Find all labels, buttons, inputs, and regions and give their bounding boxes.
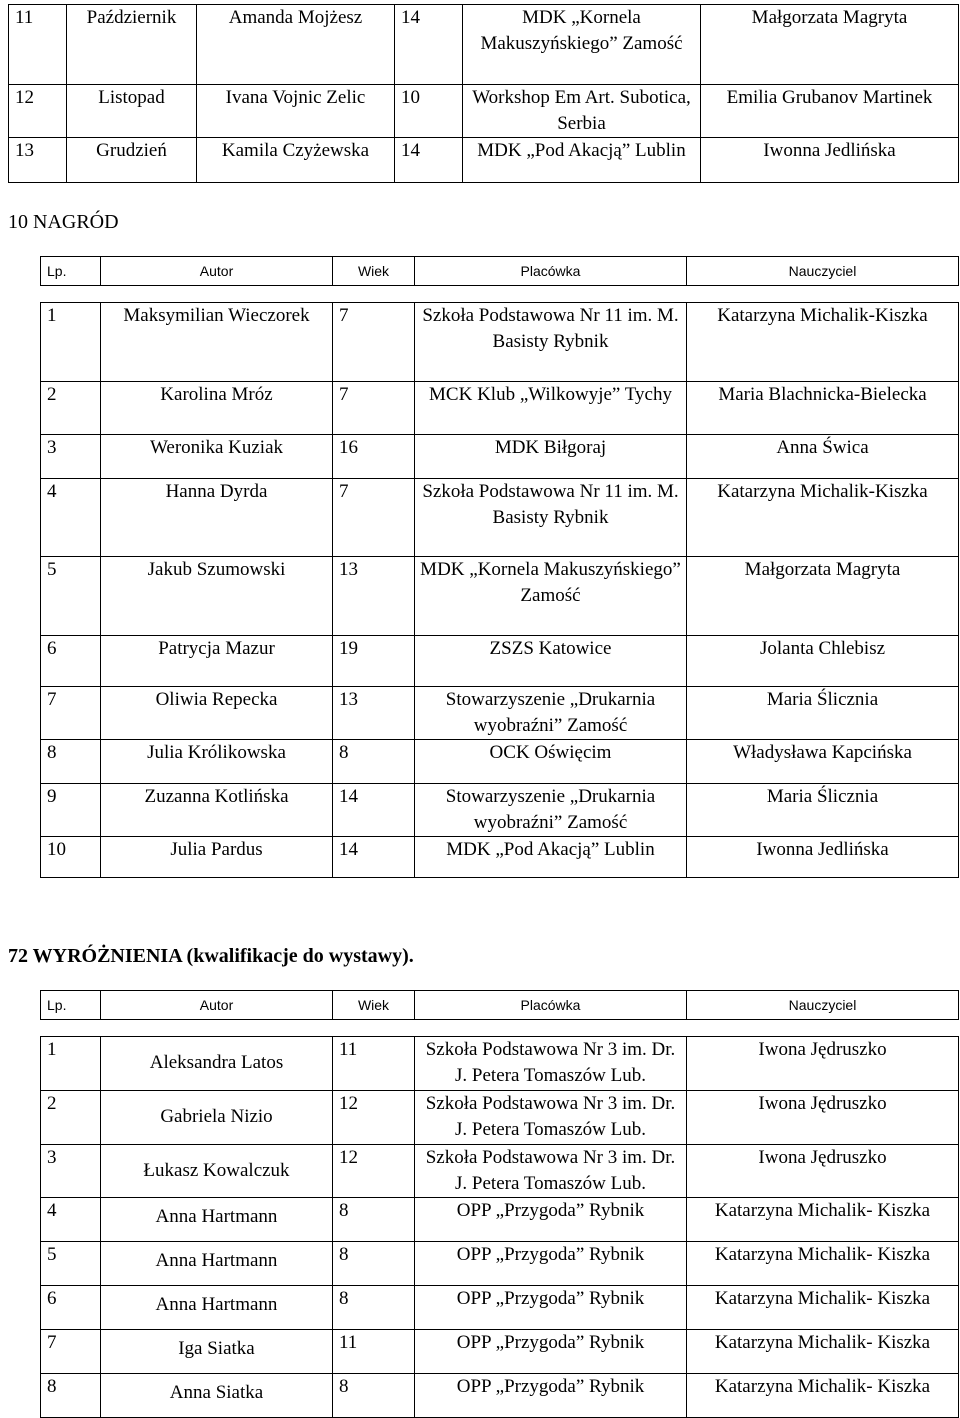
cell-institution: OPP „Przygoda” Rybnik [415, 1374, 687, 1418]
cell-age: 7 [333, 479, 415, 557]
cell-num: 12 [9, 85, 67, 138]
cell-institution: ZSZS Katowice [415, 636, 687, 687]
cell-teacher: Iwonna Jedlińska [687, 837, 959, 878]
cell-institution: MDK „Kornela Makuszyńskiego” Zamość [463, 5, 701, 85]
awards-body [40, 302, 959, 878]
cell-teacher: Katarzyna Michalik-Kiszka [687, 303, 959, 382]
cell-num: 5 [41, 557, 101, 636]
cell-author: Oliwia Repecka [101, 687, 333, 740]
author-name: Iga Siatka [178, 1338, 255, 1359]
table-row [41, 435, 959, 479]
table-row [41, 1286, 959, 1330]
cell-author: Ivana Vojnic Zelic [197, 85, 395, 138]
cell-institution: OPP „Przygoda” Rybnik [415, 1330, 687, 1374]
author-name: Anna Hartmann [155, 1206, 278, 1227]
cell-author: Julia Pardus [101, 837, 333, 878]
cell-num: 1 [41, 1037, 101, 1091]
cell-teacher: Katarzyna Michalik- Kiszka [687, 1198, 959, 1242]
cell-institution: MCK Klub „Wilkowyje” Tychy [415, 382, 687, 435]
cell-author: Julia Królikowska [101, 740, 333, 784]
cell-num: 2 [41, 382, 101, 435]
cell-age: 14 [333, 837, 415, 878]
cell-author: Jakub Szumowski [101, 557, 333, 636]
cell-age: 14 [333, 784, 415, 837]
cell-institution: MDK „Pod Akacją” Lublin [415, 837, 687, 878]
cell-institution: Stowarzyszenie „Drukarnia wyobraźni” Zamość [415, 784, 687, 837]
author-name: Gabriela Nizio [160, 1106, 273, 1127]
table-row [9, 5, 959, 85]
cell-num: 8 [41, 1374, 101, 1418]
header-row [41, 991, 959, 1020]
col-header-age: Wiek [333, 991, 415, 1020]
cell-age: 12 [333, 1091, 415, 1145]
cell-author: Patrycja Mazur [101, 636, 333, 687]
cell-age: 14 [395, 5, 463, 85]
table-row [41, 837, 959, 878]
cell-age: 12 [333, 1145, 415, 1198]
table-row [9, 138, 959, 183]
cell-author [101, 1330, 333, 1374]
distinctions-table [40, 990, 959, 1020]
cell-institution: Workshop Em Art. Subotica, Serbia [463, 85, 701, 138]
table-row [41, 1330, 959, 1374]
cell-teacher: Anna Świca [687, 435, 959, 479]
cell-teacher: Emilia Grubanov Martinek [701, 85, 959, 138]
cell-age: 16 [333, 435, 415, 479]
table-row [41, 1198, 959, 1242]
cell-teacher: Katarzyna Michalik- Kiszka [687, 1374, 959, 1418]
cell-teacher: Maria Ślicznia [687, 687, 959, 740]
table-row [41, 1037, 959, 1091]
cell-age: 11 [333, 1037, 415, 1091]
cell-teacher: Katarzyna Michalik- Kiszka [687, 1242, 959, 1286]
cell-num: 4 [41, 1198, 101, 1242]
cell-num: 6 [41, 636, 101, 687]
cell-teacher: Katarzyna Michalik-Kiszka [687, 479, 959, 557]
table-row [41, 1374, 959, 1418]
cell-teacher: Iwona Jędruszko [687, 1145, 959, 1198]
cell-institution: OPP „Przygoda” Rybnik [415, 1198, 687, 1242]
cell-month: Grudzień [67, 138, 197, 183]
awards-table [40, 256, 959, 286]
cell-age: 8 [333, 740, 415, 784]
table-row [41, 303, 959, 382]
table-row [41, 1091, 959, 1145]
awards-body-section [40, 302, 959, 878]
cell-institution: Stowarzyszenie „Drukarnia wyobraźni” Zamość [415, 687, 687, 740]
cell-age: 7 [333, 303, 415, 382]
cell-num: 7 [41, 1330, 101, 1374]
cell-author: Kamila Czyżewska [197, 138, 395, 183]
col-header-teacher: Nauczyciel [687, 991, 959, 1020]
col-header-institution: Placówka [415, 257, 687, 286]
table-row [41, 740, 959, 784]
cell-author: Weronika Kuziak [101, 435, 333, 479]
cell-institution: Szkoła Podstawowa Nr 3 im. Dr. J. Petera Tomaszów Lub. [415, 1145, 687, 1198]
col-header-lp: Lp. [41, 257, 101, 286]
cell-teacher: Katarzyna Michalik- Kiszka [687, 1330, 959, 1374]
col-header-teacher: Nauczyciel [687, 257, 959, 286]
cell-age: 8 [333, 1374, 415, 1418]
cell-num: 7 [41, 687, 101, 740]
cell-institution: OCK Oświęcim [415, 740, 687, 784]
cell-teacher: Maria Blachnicka-Bielecka [687, 382, 959, 435]
author-name: Anna Siatka [169, 1382, 264, 1403]
col-header-age: Wiek [333, 257, 415, 286]
col-header-lp: Lp. [41, 991, 101, 1020]
cell-author: Karolina Mróz [101, 382, 333, 435]
cell-author [101, 1242, 333, 1286]
cell-institution: OPP „Przygoda” Rybnik [415, 1242, 687, 1286]
cell-num: 13 [9, 138, 67, 183]
cell-author: Amanda Mojżesz [197, 5, 395, 85]
cell-author [101, 1091, 333, 1145]
cell-age: 11 [333, 1330, 415, 1374]
cell-author [101, 1374, 333, 1418]
cell-age: 13 [333, 557, 415, 636]
cell-teacher: Małgorzata Magryta [687, 557, 959, 636]
cell-num: 10 [41, 837, 101, 878]
distinctions-body [40, 1036, 959, 1418]
col-header-institution: Placówka [415, 991, 687, 1020]
author-name: Anna Hartmann [155, 1250, 278, 1271]
top-table [8, 4, 959, 183]
cell-num: 9 [41, 784, 101, 837]
cell-author [101, 1286, 333, 1330]
cell-author: Maksymilian Wieczorek [101, 303, 333, 382]
table-row [41, 687, 959, 740]
col-header-author: Autor [101, 991, 333, 1020]
cell-age: 7 [333, 382, 415, 435]
cell-age: 8 [333, 1242, 415, 1286]
cell-institution: Szkoła Podstawowa Nr 11 im. M. Basisty Rybnik [415, 479, 687, 557]
cell-num: 5 [41, 1242, 101, 1286]
cell-num: 11 [9, 5, 67, 85]
cell-num: 3 [41, 1145, 101, 1198]
author-name: Łukasz Kowalczuk [143, 1160, 290, 1181]
cell-num: 6 [41, 1286, 101, 1330]
cell-num: 2 [41, 1091, 101, 1145]
cell-age: 14 [395, 138, 463, 183]
author-name: Aleksandra Latos [149, 1052, 284, 1073]
distinctions-heading: 72 WYRÓŻNIENIA (kwalifikacje do wystawy). [8, 945, 414, 967]
header-row [41, 257, 959, 286]
cell-teacher: Jolanta Chlebisz [687, 636, 959, 687]
cell-teacher: Katarzyna Michalik- Kiszka [687, 1286, 959, 1330]
cell-institution: Szkoła Podstawowa Nr 3 im. Dr. J. Petera Tomaszów Lub. [415, 1091, 687, 1145]
cell-institution: OPP „Przygoda” Rybnik [415, 1286, 687, 1330]
cell-author [101, 1145, 333, 1198]
cell-institution: Szkoła Podstawowa Nr 3 im. Dr. J. Petera Tomaszów Lub. [415, 1037, 687, 1091]
cell-institution: MDK „Pod Akacją” Lublin [463, 138, 701, 183]
top-table-section [8, 4, 959, 183]
cell-teacher: Iwonna Jedlińska [701, 138, 959, 183]
cell-num: 3 [41, 435, 101, 479]
cell-month: Październik [67, 5, 197, 85]
cell-num: 4 [41, 479, 101, 557]
distinctions-table-section [40, 990, 959, 1020]
table-row [41, 1242, 959, 1286]
cell-institution: MDK „Kornela Makuszyńskiego” Zamość [415, 557, 687, 636]
cell-teacher: Iwona Jędruszko [687, 1037, 959, 1091]
col-header-author: Autor [101, 257, 333, 286]
table-row [41, 479, 959, 557]
table-row [41, 1145, 959, 1198]
table-row [9, 85, 959, 138]
cell-teacher: Władysława Kapcińska [687, 740, 959, 784]
cell-teacher: Iwona Jędruszko [687, 1091, 959, 1145]
awards-heading: 10 NAGRÓD [8, 211, 119, 233]
distinctions-body-section [40, 1036, 959, 1418]
cell-num: 1 [41, 303, 101, 382]
cell-author: Zuzanna Kotlińska [101, 784, 333, 837]
cell-author: Hanna Dyrda [101, 479, 333, 557]
awards-table-section [40, 256, 959, 286]
cell-age: 19 [333, 636, 415, 687]
cell-age: 10 [395, 85, 463, 138]
cell-author [101, 1198, 333, 1242]
cell-age: 13 [333, 687, 415, 740]
table-row [41, 784, 959, 837]
cell-author [101, 1037, 333, 1091]
cell-month: Listopad [67, 85, 197, 138]
cell-institution: MDK Biłgoraj [415, 435, 687, 479]
cell-teacher: Maria Ślicznia [687, 784, 959, 837]
cell-teacher: Małgorzata Magryta [701, 5, 959, 85]
cell-age: 8 [333, 1198, 415, 1242]
table-row [41, 636, 959, 687]
table-row [41, 382, 959, 435]
cell-age: 8 [333, 1286, 415, 1330]
table-row [41, 557, 959, 636]
cell-institution: Szkoła Podstawowa Nr 11 im. M. Basisty Rybnik [415, 303, 687, 382]
cell-num: 8 [41, 740, 101, 784]
author-name: Anna Hartmann [155, 1294, 278, 1315]
